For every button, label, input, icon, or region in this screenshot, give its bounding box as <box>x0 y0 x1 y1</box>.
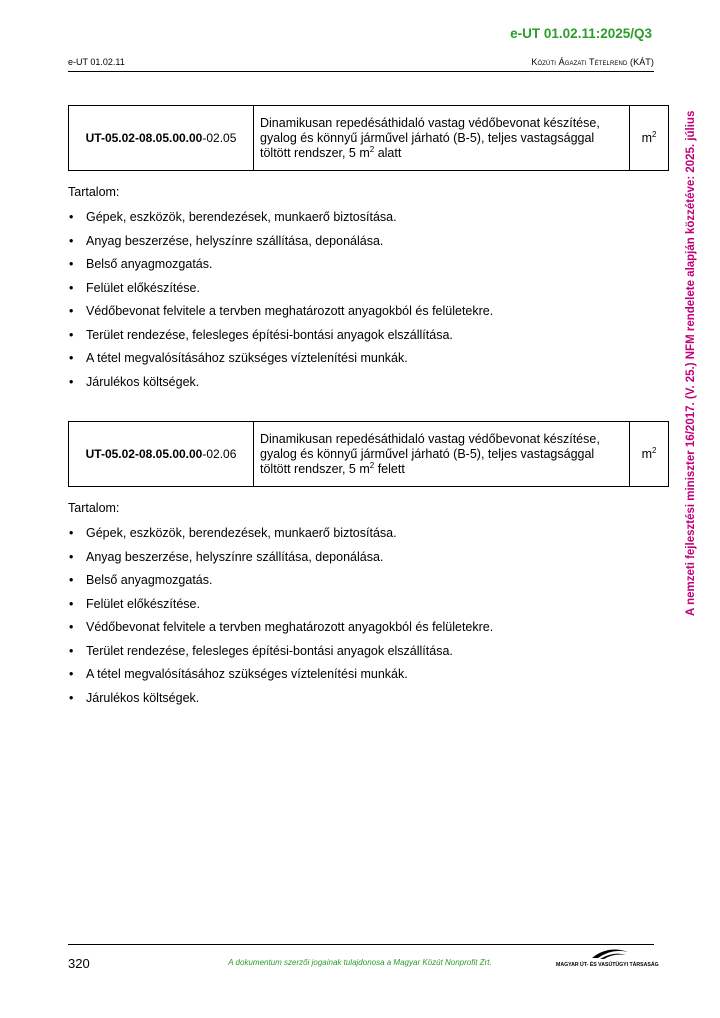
copyright-notice: A dokumentum szerzői jogainak tulajdonosa a Magyar Közút Nonprofit Zrt. <box>228 958 492 967</box>
item-table <box>68 105 669 171</box>
item-code-main: UT-05.02-08.05.00.00 <box>85 447 203 461</box>
tartalom-label: Tartalom: <box>68 501 120 515</box>
desc-line: töltött rendszer, 5 m <box>260 145 370 160</box>
desc-line: Dinamikusan repedésáthidaló vastag védőbevonat készítése, <box>260 115 600 130</box>
page-number: 320 <box>68 956 90 971</box>
item-description <box>254 106 630 171</box>
running-header <box>68 57 654 72</box>
item-code-suffix: -02.05 <box>202 131 237 145</box>
item-unit <box>630 422 669 487</box>
logo-text: MAGYAR ÚT- ÉS VASÚTÜGYI TÁRSASÁG <box>556 962 659 968</box>
list-item: • A tétel megvalósításához szükséges víztelenítési munkák. <box>68 350 493 374</box>
superscript: 2 <box>651 446 657 455</box>
item-table <box>68 421 669 487</box>
item-code <box>69 106 254 171</box>
list-item: • Terület rendezése, felesleges építési-bontási anyagok elszállítása. <box>68 643 493 667</box>
content-list <box>68 525 493 713</box>
header-left: e-UT 01.02.11 <box>68 57 125 67</box>
list-item: • Járulékos költségek. <box>68 374 493 398</box>
list-item: • Terület rendezése, felesleges építési-bontási anyagok elszállítása. <box>68 327 493 351</box>
society-logo <box>556 946 659 968</box>
list-item: • Védőbevonat felvitele a tervben meghatározott anyagokból és felületekre. <box>68 303 493 327</box>
item-code-suffix: -02.06 <box>202 447 237 461</box>
desc-line: Dinamikusan repedésáthidaló vastag védőbevonat készítése, <box>260 431 600 446</box>
logo-swoosh-icon <box>556 946 656 962</box>
tartalom-label: Tartalom: <box>68 185 120 199</box>
unit-text: m <box>641 447 652 461</box>
desc-line-end: alatt <box>374 145 402 160</box>
superscript: 2 <box>369 144 375 154</box>
list-item: • Gépek, eszközök, berendezések, munkaerő biztosítása. <box>68 209 493 233</box>
side-publication-note: A nemzeti fejlesztési miniszter 16/2017. (V. 25.) NFM rendelete alapján közzétéve: 2025. július <box>685 110 697 616</box>
superscript: 2 <box>651 130 657 139</box>
list-item: • Anyag beszerzése, helyszínre szállítása, deponálása. <box>68 549 493 573</box>
list-item: • A tétel megvalósításához szükséges víztelenítési munkák. <box>68 666 493 690</box>
list-item: • Felület előkészítése. <box>68 280 493 304</box>
list-item: • Anyag beszerzése, helyszínre szállítása, deponálása. <box>68 233 493 257</box>
item-unit <box>630 106 669 171</box>
item-code <box>69 422 254 487</box>
footer-divider <box>68 944 654 945</box>
item-code-main: UT-05.02-08.05.00.00 <box>85 131 203 145</box>
document-code: e-UT 01.02.11:2025/Q3 <box>510 26 652 41</box>
header-right: Közúti Ágazati Tételrend (KÁT) <box>531 57 654 67</box>
desc-line: töltött rendszer, 5 m <box>260 461 370 476</box>
unit-text: m <box>641 131 652 145</box>
desc-line-end: felett <box>374 461 405 476</box>
list-item: • Járulékos költségek. <box>68 690 493 714</box>
content-list <box>68 209 493 397</box>
item-description <box>254 422 630 487</box>
list-item: • Belső anyagmozgatás. <box>68 256 493 280</box>
list-item: • Belső anyagmozgatás. <box>68 572 493 596</box>
list-item: • Gépek, eszközök, berendezések, munkaerő biztosítása. <box>68 525 493 549</box>
desc-line: gyalog és könnyű járművel járható (B-5), teljes vastagsággal <box>260 446 595 461</box>
list-item: • Felület előkészítése. <box>68 596 493 620</box>
superscript: 2 <box>369 460 375 470</box>
desc-line: gyalog és könnyű járművel járható (B-5), teljes vastagsággal <box>260 130 595 145</box>
list-item: • Védőbevonat felvitele a tervben meghatározott anyagokból és felületekre. <box>68 619 493 643</box>
